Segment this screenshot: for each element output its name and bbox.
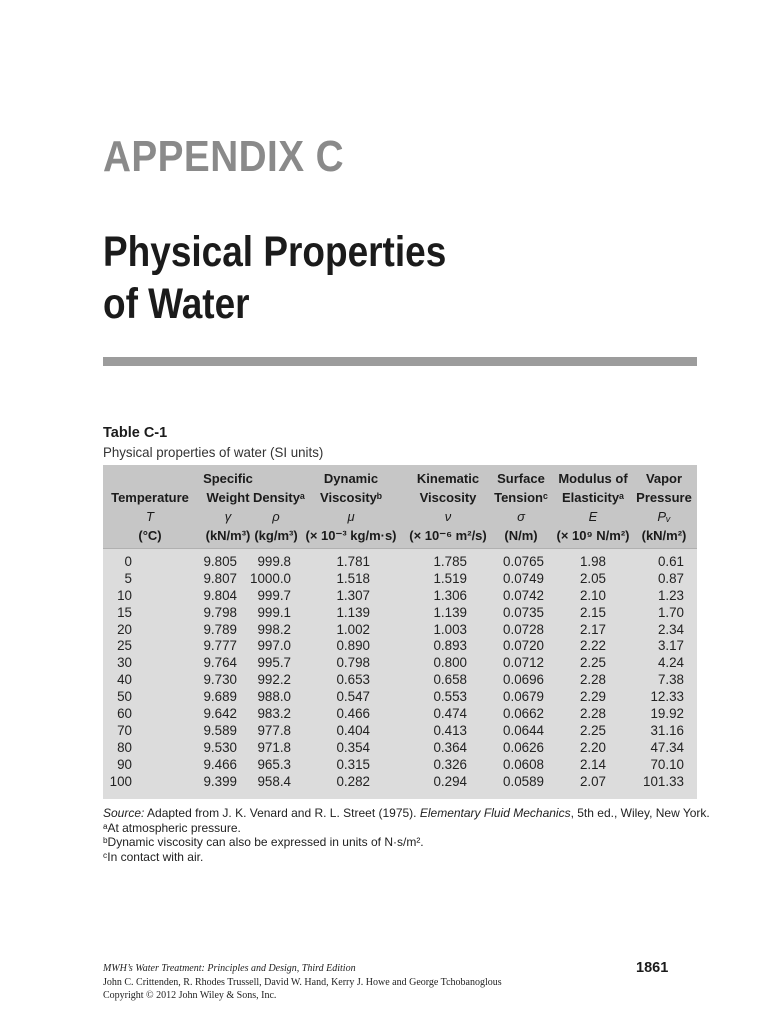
header-line: Viscosityᵇ xyxy=(320,490,382,505)
table-cell: 0.0662 xyxy=(503,706,544,722)
table-cell: 1.98 xyxy=(579,554,606,569)
footnote-a: ᵃAt atmospheric pressure. xyxy=(103,820,241,835)
table-row xyxy=(103,774,697,791)
table-cell: 101.33 xyxy=(643,773,684,789)
header-line: Vapor xyxy=(645,471,683,486)
source-book: Elementary Fluid Mechanics xyxy=(419,806,571,820)
table-cell: 80 xyxy=(117,739,132,755)
header-line: (N/m) xyxy=(504,528,538,543)
table-row xyxy=(103,740,697,757)
table-cell: 9.530 xyxy=(203,739,237,755)
table-cell: 19.92 xyxy=(650,706,684,722)
table-cell: 31.16 xyxy=(650,722,684,738)
header-line: Tensionᶜ xyxy=(494,490,548,505)
header-line xyxy=(104,469,196,488)
table-cell: 1.306 xyxy=(433,587,467,603)
table-cell: 2.20 xyxy=(579,739,606,755)
table-row xyxy=(103,554,697,571)
table-cell: 0.798 xyxy=(336,655,370,671)
footnote-b: ᵇDynamic viscosity can also be expressed in units of N·s/m². xyxy=(103,835,424,849)
table-cell: 0.658 xyxy=(433,672,467,688)
table-cell: 10 xyxy=(117,587,132,603)
table-cell: 0.653 xyxy=(336,672,370,688)
table-cell: 2.07 xyxy=(579,773,606,789)
table-cell: 70 xyxy=(117,722,132,738)
table-cell: 90 xyxy=(117,756,132,772)
table-cell: 2.17 xyxy=(579,621,606,637)
table-label: Table C-1 xyxy=(103,425,168,441)
table-cell: 958.4 xyxy=(257,773,291,789)
header-line: Dynamic xyxy=(323,471,379,486)
table-cell: 0.547 xyxy=(336,689,370,705)
header-line: (× 10⁹ N/m²) xyxy=(556,528,630,543)
table-cell: 992.2 xyxy=(257,672,291,688)
header-line: Weight xyxy=(206,490,250,505)
table-cell: 2.14 xyxy=(579,756,606,772)
table-cell: 2.29 xyxy=(579,689,606,705)
table-cell: 0.0696 xyxy=(503,672,544,688)
footer-book-title: MWH’s Water Treatment: Principles and Design, Third Edition xyxy=(103,963,356,974)
table-cell: 9.764 xyxy=(203,655,237,671)
table-cell: 0.294 xyxy=(433,773,467,789)
table-cell: 2.28 xyxy=(579,706,606,722)
table-caption: Physical properties of water (SI units) xyxy=(103,444,324,460)
table-cell: 1.519 xyxy=(433,570,467,586)
source-note xyxy=(103,806,710,821)
table-cell: 9.589 xyxy=(203,722,237,738)
footer-copyright: Copyright © 2012 John Wiley & Sons, Inc. xyxy=(103,990,277,1001)
table-cell: 997.0 xyxy=(257,638,291,654)
header-line: Pressure xyxy=(636,490,692,505)
table-row xyxy=(103,757,697,774)
table-cell: 3.17 xyxy=(657,638,684,654)
table-cell: 0.0735 xyxy=(503,604,544,620)
title-line-1: Physical Properties xyxy=(103,228,447,276)
column-header xyxy=(253,469,305,545)
header-line xyxy=(253,469,299,488)
table-cell: 2.34 xyxy=(657,621,684,637)
table-cell: 9.642 xyxy=(203,706,237,722)
table-cell: 1.002 xyxy=(336,621,370,637)
table-cell: 0.466 xyxy=(336,706,370,722)
table-cell: 1000.0 xyxy=(250,570,291,586)
table-cell: 30 xyxy=(117,655,132,671)
table-body xyxy=(103,554,697,790)
table-cell: 0.315 xyxy=(336,756,370,772)
table-cell: 0.0742 xyxy=(503,587,544,603)
table-row xyxy=(103,706,697,723)
table-cell: 1.139 xyxy=(433,604,467,620)
table-cell: 988.0 xyxy=(257,689,291,705)
source-label: Source: xyxy=(103,806,145,820)
header-line: Densityᵃ xyxy=(253,490,305,505)
table-cell: 9.466 xyxy=(203,756,237,772)
table-cell: 0.0712 xyxy=(503,655,544,671)
table-row xyxy=(103,689,697,706)
table-cell: 0.364 xyxy=(433,739,467,755)
source-text: Adapted from J. K. Venard and R. L. Street (1975). xyxy=(144,806,420,820)
header-line: E xyxy=(588,509,598,524)
table-cell: 20 xyxy=(117,621,132,637)
table-row xyxy=(103,588,697,605)
table-row xyxy=(103,723,697,740)
header-line: Specific xyxy=(203,471,253,486)
table-cell: 1.003 xyxy=(433,621,467,637)
table-cell: 0.800 xyxy=(433,655,467,671)
column-header xyxy=(202,469,254,545)
table-cell: 0.413 xyxy=(433,722,467,738)
table-cell: 12.33 xyxy=(650,689,684,705)
appendix-heading: APPENDIX C xyxy=(103,132,345,181)
column-header xyxy=(493,469,549,545)
table-cell: 60 xyxy=(117,706,132,722)
table-row xyxy=(103,672,697,689)
table-cell: 0.0749 xyxy=(503,570,544,586)
table-cell: 15 xyxy=(117,604,132,620)
table-cell: 0.553 xyxy=(433,689,467,705)
table-cell: 1.70 xyxy=(657,604,684,620)
header-line: (°C) xyxy=(138,528,162,543)
header-line: (kN/m³) xyxy=(205,528,251,543)
table-cell: 0.0679 xyxy=(503,689,544,705)
table-cell: 25 xyxy=(117,638,132,654)
table-cell: 977.8 xyxy=(257,722,291,738)
table-cell: 1.518 xyxy=(336,570,370,586)
header-line: Temperature xyxy=(111,490,189,505)
table-cell: 0.354 xyxy=(336,739,370,755)
table-cell: 5 xyxy=(124,570,132,586)
header-line: Modulus of xyxy=(558,471,628,486)
column-header xyxy=(104,469,196,545)
table-cell: 2.25 xyxy=(579,655,606,671)
table-cell: 2.15 xyxy=(579,604,606,620)
table-cell: 9.689 xyxy=(203,689,237,705)
table-cell: 47.34 xyxy=(650,739,684,755)
table-row xyxy=(103,622,697,639)
table-cell: 0.893 xyxy=(433,638,467,654)
table-cell: 9.730 xyxy=(203,672,237,688)
table-cell: 0.474 xyxy=(433,706,467,722)
header-line: Pᵥ xyxy=(657,509,671,524)
table-cell: 2.28 xyxy=(579,672,606,688)
header-line: (× 10⁻³ kg/m·s) xyxy=(305,528,397,543)
table-cell: 0.326 xyxy=(433,756,467,772)
footnote-c: ᶜIn contact with air. xyxy=(103,849,204,864)
header-line: (kN/m²) xyxy=(641,528,687,543)
table-cell: 0.0765 xyxy=(503,554,544,569)
title-line-2: of Water xyxy=(103,280,250,328)
column-header xyxy=(633,469,695,545)
table-cell: 0.61 xyxy=(657,554,684,569)
page-footer xyxy=(103,962,502,1003)
table-cell: 1.139 xyxy=(336,604,370,620)
table-cell: 0.0589 xyxy=(503,773,544,789)
table-cell: 2.10 xyxy=(579,587,606,603)
table-cell: 1.785 xyxy=(433,554,467,569)
table-cell: 0.890 xyxy=(336,638,370,654)
table-cell: 2.22 xyxy=(579,638,606,654)
header-line: Viscosity xyxy=(419,490,477,505)
table-cell: 0.0728 xyxy=(503,621,544,637)
table-cell: 995.7 xyxy=(257,655,291,671)
table-cell: 2.25 xyxy=(579,722,606,738)
table-cell: 1.781 xyxy=(336,554,370,569)
column-header xyxy=(403,469,493,545)
table-cell: 0.404 xyxy=(336,722,370,738)
table-cell: 0.282 xyxy=(336,773,370,789)
table-cell: 9.805 xyxy=(203,554,237,569)
table-cell: 50 xyxy=(117,689,132,705)
table-row xyxy=(103,571,697,588)
title-divider xyxy=(103,357,697,366)
header-line: Kinematic xyxy=(416,471,480,486)
column-header xyxy=(299,469,403,545)
table-row xyxy=(103,655,697,672)
table-cell: 0.0626 xyxy=(503,739,544,755)
table-cell: 70.10 xyxy=(650,756,684,772)
table-cell: 100 xyxy=(109,773,132,789)
column-header xyxy=(553,469,633,545)
table-cell: 9.807 xyxy=(203,570,237,586)
table-cell: 9.777 xyxy=(203,638,237,654)
table-cell: 2.05 xyxy=(579,570,606,586)
header-line: ν xyxy=(444,509,452,524)
table-cell: 4.24 xyxy=(657,655,684,671)
header-line: T xyxy=(146,509,154,524)
table-cell: 0.0644 xyxy=(503,722,544,738)
chapter-title xyxy=(103,226,446,330)
header-line: Surface xyxy=(497,471,545,486)
header-divider xyxy=(103,548,697,549)
table-cell: 9.798 xyxy=(203,604,237,620)
header-line: (kg/m³) xyxy=(254,528,298,543)
table-cell: 7.38 xyxy=(657,672,684,688)
header-line: (× 10⁻⁶ m²/s) xyxy=(409,528,487,543)
header-line: γ xyxy=(224,509,232,524)
table-cell: 999.7 xyxy=(257,587,291,603)
properties-table xyxy=(103,465,697,799)
source-tail: , 5th ed., Wiley, New York. xyxy=(570,806,710,820)
footer-authors: John C. Crittenden, R. Rhodes Trussell, David W. Hand, Kerry J. Howe and George Tchobanoglous xyxy=(103,976,502,988)
table-cell: 40 xyxy=(117,672,132,688)
header-line: σ xyxy=(517,509,525,524)
table-row xyxy=(103,605,697,622)
table-notes xyxy=(103,806,710,864)
table-cell: 0.0720 xyxy=(503,638,544,654)
table-cell: 998.2 xyxy=(257,621,291,637)
table-cell: 0.0608 xyxy=(503,756,544,772)
table-cell: 9.789 xyxy=(203,621,237,637)
header-line: μ xyxy=(347,509,355,524)
table-cell: 9.804 xyxy=(203,587,237,603)
page-number: 1861 xyxy=(636,960,669,976)
table-cell: 965.3 xyxy=(257,756,291,772)
header-line: ρ xyxy=(272,509,280,524)
table-cell: 999.8 xyxy=(257,554,291,569)
table-cell: 1.23 xyxy=(657,587,684,603)
table-cell: 0 xyxy=(124,554,132,569)
table-cell: 971.8 xyxy=(257,739,291,755)
table-cell: 9.399 xyxy=(203,773,237,789)
table-row xyxy=(103,638,697,655)
table-cell: 999.1 xyxy=(257,604,291,620)
table-cell: 1.307 xyxy=(336,587,370,603)
table-cell: 983.2 xyxy=(257,706,291,722)
header-line: Elasticityᵃ xyxy=(562,490,624,505)
table-cell: 0.87 xyxy=(657,570,684,586)
